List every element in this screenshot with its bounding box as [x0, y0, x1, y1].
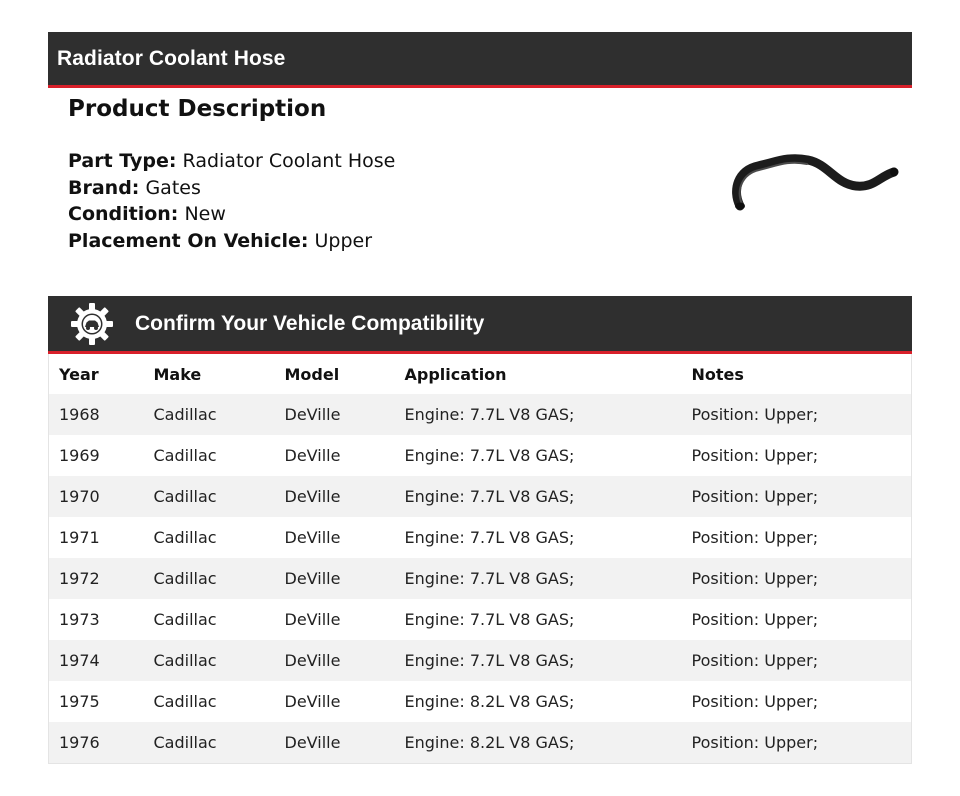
spec-placement [68, 228, 395, 255]
cell-application: Engine: 8.2L V8 GAS; [404, 692, 575, 711]
cell-notes: Position: Upper; [691, 446, 819, 465]
table-header-row [49, 354, 912, 394]
spec-value: Radiator Coolant Hose [182, 150, 396, 172]
radiator-hose-image [728, 150, 908, 220]
cell-model: DeVille [284, 692, 341, 711]
spec-list [68, 148, 395, 254]
cell-notes: Position: Upper; [682, 722, 912, 764]
cell-model: DeVille [275, 640, 395, 681]
cell-make: Cadillac [144, 394, 275, 435]
spec-label: Placement On Vehicle: [68, 229, 309, 252]
cell-application: Engine: 8.2L V8 GAS; [395, 722, 682, 764]
cell-make: Cadillac [144, 722, 275, 764]
cell-year: 1974 [49, 640, 144, 681]
cell-year: 1976 [49, 722, 144, 764]
product-description-section [48, 88, 912, 296]
cell-model: DeVille [284, 610, 341, 629]
product-listing [48, 32, 912, 764]
column-header-application: Application [404, 364, 507, 384]
table-row [49, 476, 912, 517]
cell-make: Cadillac [144, 476, 275, 517]
spec-part-type [68, 148, 395, 175]
cell-model: DeVille [275, 558, 395, 599]
product-title: Radiator Coolant Hose [57, 46, 286, 70]
cell-model: DeVille [275, 722, 395, 764]
cell-year: 1970 [49, 476, 144, 517]
cell-notes: Position: Upper; [691, 610, 819, 629]
cell-year: 1975 [59, 692, 100, 711]
compatibility-table [48, 354, 912, 764]
spec-value: New [184, 203, 226, 225]
cell-make: Cadillac [153, 692, 217, 711]
column-header-make: Make [153, 364, 202, 384]
cell-application: Engine: 7.7L V8 GAS; [404, 446, 575, 465]
cell-make: Cadillac [144, 558, 275, 599]
gear-car-icon [70, 302, 114, 346]
cell-make: Cadillac [153, 446, 217, 465]
cell-notes: Position: Upper; [691, 528, 819, 547]
cell-application: Engine: 7.7L V8 GAS; [395, 558, 682, 599]
table-row [49, 558, 912, 599]
product-title-bar [48, 32, 912, 88]
description-heading: Product Description [68, 96, 327, 122]
cell-make: Cadillac [153, 528, 217, 547]
cell-notes: Position: Upper; [682, 640, 912, 681]
cell-model: DeVille [284, 528, 341, 547]
cell-year: 1971 [59, 528, 100, 547]
compatibility-header [48, 296, 912, 354]
table-row [49, 394, 912, 435]
cell-notes: Position: Upper; [682, 476, 912, 517]
column-header-notes: Notes [691, 364, 744, 384]
cell-model: DeVille [275, 476, 395, 517]
cell-make: Cadillac [144, 640, 275, 681]
cell-year: 1973 [59, 610, 100, 629]
table-row [49, 640, 912, 681]
spec-label: Part Type: [68, 150, 177, 172]
cell-notes: Position: Upper; [691, 692, 819, 711]
cell-year: 1972 [49, 558, 144, 599]
spec-label: Brand: [68, 176, 140, 199]
cell-model: DeVille [284, 446, 341, 465]
spec-label: Condition: [68, 203, 179, 225]
spec-brand [68, 175, 395, 202]
table-row [49, 435, 912, 476]
compatibility-heading: Confirm Your Vehicle Compatibility [135, 311, 485, 335]
column-header-year: Year [59, 364, 99, 384]
spec-value: Upper [314, 229, 373, 252]
cell-application: Engine: 7.7L V8 GAS; [395, 640, 682, 681]
cell-model: DeVille [275, 394, 395, 435]
cell-year: 1969 [59, 446, 100, 465]
column-header-model: Model [284, 364, 340, 384]
spec-condition [68, 201, 395, 228]
table-row [49, 517, 912, 558]
cell-application: Engine: 7.7L V8 GAS; [404, 610, 575, 629]
cell-make: Cadillac [153, 610, 217, 629]
table-row [49, 599, 912, 640]
table-row [49, 722, 912, 764]
spec-value: Gates [145, 176, 201, 199]
cell-application: Engine: 7.7L V8 GAS; [395, 394, 682, 435]
cell-notes: Position: Upper; [682, 394, 912, 435]
table-row [49, 681, 912, 722]
cell-application: Engine: 7.7L V8 GAS; [404, 528, 575, 547]
cell-year: 1968 [49, 394, 144, 435]
cell-application: Engine: 7.7L V8 GAS; [395, 476, 682, 517]
cell-notes: Position: Upper; [682, 558, 912, 599]
